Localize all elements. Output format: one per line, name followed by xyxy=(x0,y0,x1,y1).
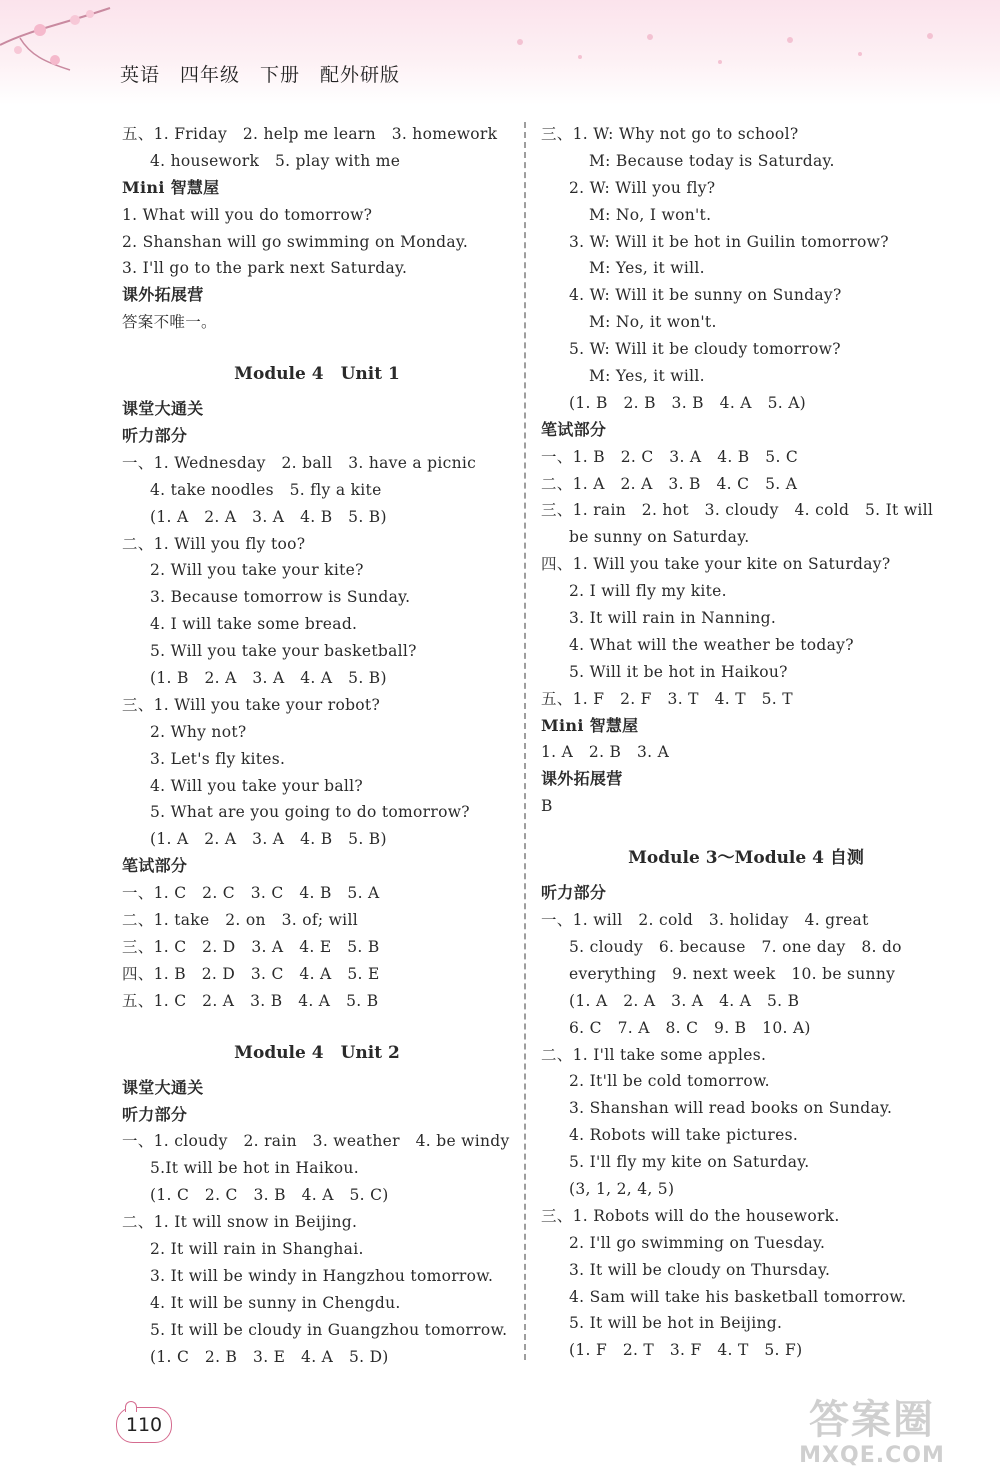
blossom-branch-icon xyxy=(0,0,120,95)
answer-line: 4. It will be sunny in Chengdu. xyxy=(150,1293,401,1312)
right-column xyxy=(541,121,951,1364)
answer-line: 4. take noodles 5. fly a kite xyxy=(150,480,382,499)
answer-line: 二、1. I'll take some apples. xyxy=(541,1045,767,1064)
watermark-top-text: 答案圈 xyxy=(809,1397,935,1443)
answer-line: 2. W: Will you fly? xyxy=(569,178,716,197)
answer-line: M: No, it won't. xyxy=(589,313,717,332)
section-heading: 课堂大通关 xyxy=(122,399,204,419)
section-heading: 笔试部分 xyxy=(541,419,607,439)
answer-line: (1. B 2. A 3. A 4. A 5. B) xyxy=(150,669,387,688)
answer-line: everything 9. next week 10. be sunny xyxy=(569,964,896,983)
answer-line: 2. Will you take your kite? xyxy=(150,561,364,580)
answer-line: 4. Robots will take pictures. xyxy=(569,1126,799,1145)
answer-line: 三、1. W: Why not go to school? xyxy=(541,125,799,143)
answer-line: 二、1. It will snow in Beijing. xyxy=(122,1213,358,1232)
answer-line: 4. What will the weather be today? xyxy=(569,635,854,654)
answer-line: 5. I'll fly my kite on Saturday. xyxy=(569,1153,810,1172)
answer-line: 2. Why not? xyxy=(150,722,247,741)
answer-line: 3. I'll go to the park next Saturday. xyxy=(122,259,408,278)
answer-line: 四、1. B 2. D 3. C 4. A 5. E xyxy=(122,964,380,983)
answer-line: (1. C 2. B 3. E 4. A 5. D) xyxy=(150,1347,389,1366)
module-title: Module 4 Unit 1 xyxy=(234,364,400,385)
answer-line: M: No, I won't. xyxy=(589,205,712,224)
answer-line: 3. W: Will it be hot in Guilin tomorrow? xyxy=(569,232,889,251)
answer-line: 答案不唯一。 xyxy=(122,313,217,332)
answer-line: 三、1. C 2. D 3. A 4. E 5. B xyxy=(122,937,380,956)
page-number: 110 xyxy=(116,1407,172,1443)
watermark-bottom-text: MXQE.COM xyxy=(799,1443,945,1468)
answer-line: 1. What will you do tomorrow? xyxy=(122,205,373,224)
answer-line: 3. It will rain in Nanning. xyxy=(569,609,777,628)
answer-line: 2. Shanshan will go swimming on Monday. xyxy=(122,232,469,251)
answer-line: 2. It will rain in Shanghai. xyxy=(150,1239,364,1258)
answer-line: 一、1. will 2. cold 3. holiday 4. great xyxy=(541,911,869,930)
section-heading: 课外拓展营 xyxy=(122,285,204,305)
answer-line: 二、1. take 2. on 3. of; will xyxy=(122,911,358,930)
answer-line: 一、1. Wednesday 2. ball 3. have a picnic xyxy=(122,453,477,472)
answer-line: 一、1. cloudy 2. rain 3. weather 4. be windy xyxy=(122,1132,510,1151)
answer-line: 5. cloudy 6. because 7. one day 8. do xyxy=(569,937,902,956)
decorative-dots-icon xyxy=(490,22,970,82)
header-band xyxy=(0,0,1000,105)
answer-line: 5. Will you take your basketball? xyxy=(150,642,417,661)
answer-line: 5. What are you going to do tomorrow? xyxy=(150,803,470,822)
answer-line: 5.It will be hot in Haikou. xyxy=(150,1159,359,1178)
answer-line: 二、1. A 2. A 3. B 4. C 5. A xyxy=(541,474,798,493)
answer-line: (1. C 2. C 3. B 4. A 5. C) xyxy=(150,1186,389,1205)
answer-line: 一、1. C 2. C 3. C 4. B 5. A xyxy=(122,884,380,903)
answer-line: M: Yes, it will. xyxy=(589,367,705,386)
answer-line: 5. It will be cloudy in Guangzhou tomorrow. xyxy=(150,1320,508,1339)
answer-line: 2. I'll go swimming on Tuesday. xyxy=(569,1233,826,1252)
answer-line: 三、1. Will you take your robot? xyxy=(122,695,381,714)
answer-line: M: Because today is Saturday. xyxy=(589,151,835,170)
answer-line: 五、1. Friday 2. help me learn 3. homework xyxy=(122,125,498,143)
answer-line: 4. Will you take your ball? xyxy=(150,776,364,795)
section-heading: 听力部分 xyxy=(122,426,188,446)
section-heading: 课堂大通关 xyxy=(122,1077,204,1097)
answer-line: 5. W: Will it be cloudy tomorrow? xyxy=(569,340,841,359)
answer-line: 4. W: Will it be sunny on Sunday? xyxy=(569,286,842,305)
column-divider xyxy=(524,122,526,1360)
answer-line: 三、1. rain 2. hot 3. cloudy 4. cold 5. It will xyxy=(541,501,934,520)
section-heading: 课外拓展营 xyxy=(541,769,623,789)
watermark-logo xyxy=(772,1398,972,1476)
answer-line: 6. C 7. A 8. C 9. B 10. A) xyxy=(569,1018,811,1037)
section-heading: 听力部分 xyxy=(541,883,607,903)
answer-line: 4. housework 5. play with me xyxy=(150,151,401,170)
answer-line: be sunny on Saturday. xyxy=(569,528,750,547)
answer-line: (1. B 2. B 3. B 4. A 5. A) xyxy=(569,393,807,412)
answer-line: 2. It'll be cold tomorrow. xyxy=(569,1072,770,1091)
section-heading: 听力部分 xyxy=(122,1104,188,1124)
answer-line: 3. It will be cloudy on Thursday. xyxy=(569,1260,831,1279)
answer-line: (3, 1, 2, 4, 5) xyxy=(569,1179,675,1198)
module-title: Module 4 Unit 2 xyxy=(234,1042,400,1063)
answer-line: 4. Sam will take his basketball tomorrow. xyxy=(569,1287,907,1306)
answer-line: (1. A 2. A 3. A 4. A 5. B xyxy=(569,991,800,1010)
answer-line: 3. It will be windy in Hangzhou tomorrow. xyxy=(150,1266,494,1285)
answer-line: 1. A 2. B 3. A xyxy=(541,743,670,762)
answer-line: 四、1. Will you take your kite on Saturday? xyxy=(541,555,891,574)
answer-line: 3. Shanshan will read books on Sunday. xyxy=(569,1099,893,1118)
answer-line: (1. F 2. T 3. F 4. T 5. F) xyxy=(569,1341,803,1360)
answer-line: 3. Because tomorrow is Sunday. xyxy=(150,588,411,607)
book-title: 英语 四年级 下册 配外研版 xyxy=(120,64,401,86)
answer-line: 五、1. C 2. A 3. B 4. A 5. B xyxy=(122,991,379,1010)
answer-line: 2. I will fly my kite. xyxy=(569,582,727,601)
module-title: Module 3～Module 4 自测 xyxy=(628,848,864,869)
answer-line: B xyxy=(541,797,553,816)
answer-line: 5. Will it be hot in Haikou? xyxy=(569,662,788,681)
answer-line: 3. Let's fly kites. xyxy=(150,749,286,768)
answer-line: 5. It will be hot in Beijing. xyxy=(569,1314,783,1333)
section-heading: 笔试部分 xyxy=(122,856,188,876)
section-heading: Mini 智慧屋 xyxy=(122,177,220,197)
answer-line: 一、1. B 2. C 3. A 4. B 5. C xyxy=(541,447,799,466)
answer-line: 4. I will take some bread. xyxy=(150,615,358,634)
answer-line: (1. A 2. A 3. A 4. B 5. B) xyxy=(150,830,387,849)
answer-line: 二、1. Will you fly too? xyxy=(122,534,306,553)
answer-line: 三、1. Robots will do the housework. xyxy=(541,1206,840,1225)
answer-line: (1. A 2. A 3. A 4. B 5. B) xyxy=(150,507,387,526)
answer-line: 五、1. F 2. F 3. T 4. T 5. T xyxy=(541,689,793,708)
answer-line: M: Yes, it will. xyxy=(589,259,705,278)
section-heading: Mini 智慧屋 xyxy=(541,715,639,735)
left-column xyxy=(122,121,512,1370)
